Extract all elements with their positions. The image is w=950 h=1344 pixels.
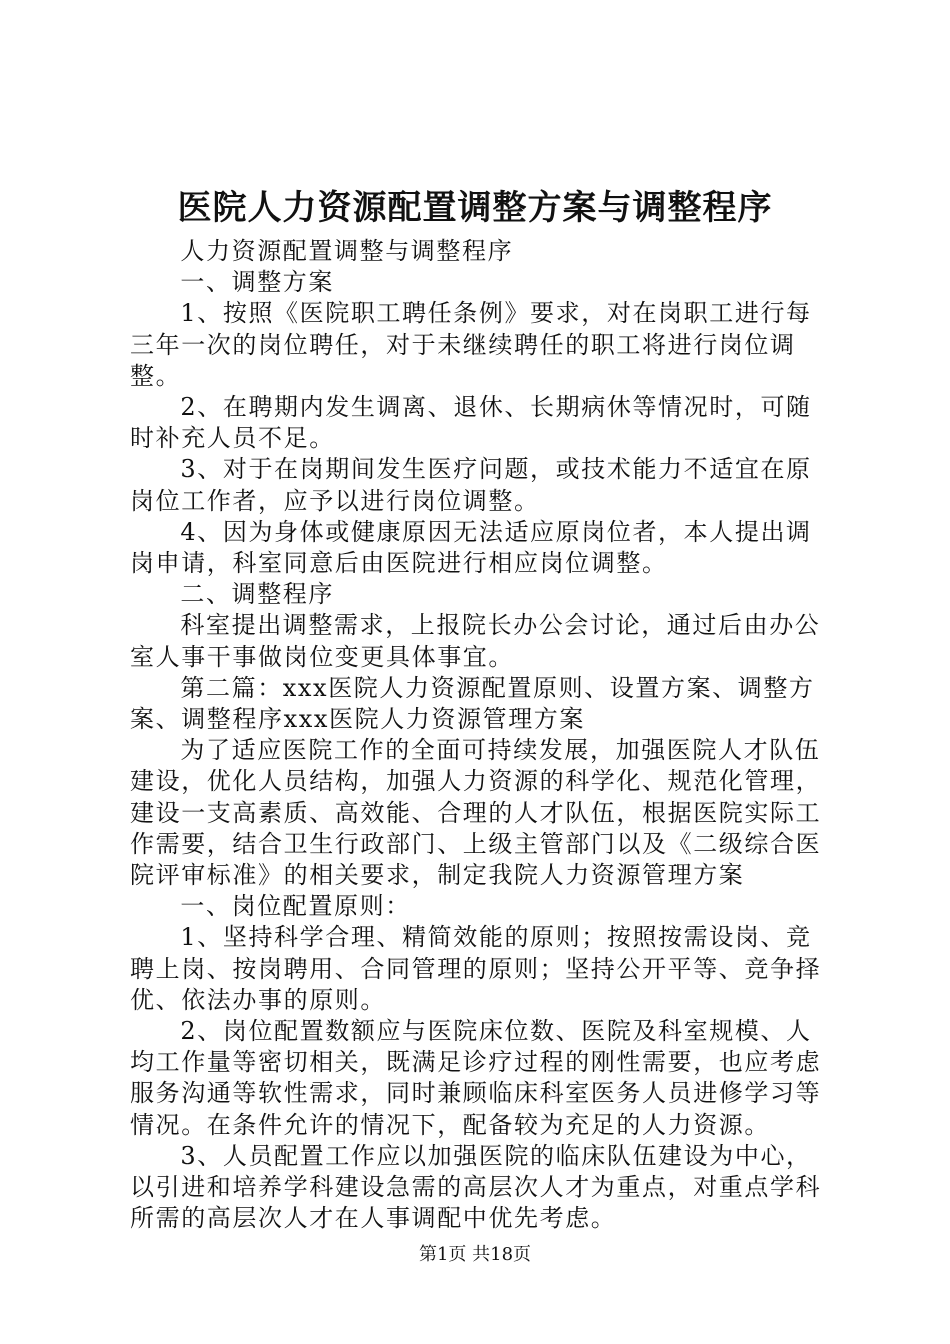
section-heading: 二、调整程序 (180, 580, 334, 609)
paragraph: 科室提出调整需求，上报院长办公会讨论，通过后由办公室人事干事做岗位变更具体事宜。 (130, 611, 821, 671)
paragraph: 1、坚持科学合理、精简效能的原则；按照按需设岗、竞聘上岗、按岗聘用、合同管理的原则；坚持公开平等、竞争择优、依法办事的原则。 (130, 923, 822, 1014)
section-heading: 一、岗位配置原则： (180, 892, 411, 921)
document-title: 医院人力资源配置调整方案与调整程序 (177, 188, 773, 228)
paragraph: 4、因为身体或健康原因无法适应原岗位者，本人提出调岗申请，科室同意后由医院进行相应岗位调整。 (130, 517, 812, 578)
paragraph: 第二篇：xxx医院人力资源配置原则、设置方案、调整方案、调整程序xxx医院人力资源管理方案 (130, 673, 815, 734)
paragraph: 人力资源配置调整与调整程序 (180, 237, 514, 265)
paragraph: 3、对于在岗期间发生医疗问题，或技术能力不适宜在原岗位工作者，应予以进行岗位调整。 (130, 455, 812, 515)
section-heading: 一、调整方案 (180, 268, 334, 297)
paragraph: 2、岗位配置数额应与医院床位数、医院及科室规模、人均工作量等密切相关，既满足诊疗过程的刚性需要，也应考虑服务沟通等软性需求，同时兼顾临床科室医务人员进修学习等情况。在条件允许的情况下，配备较为充足的人力资源。 (130, 1017, 822, 1139)
paragraph: 为了适应医院工作的全面可持续发展，加强医院人才队伍建设，优化人员结构，加强人力资源的科学化、规范化管理，建设一支高素质、高效能、合理的人才队伍，根据医院实际工作需要，结合卫生行政部门、上级主管部门以及《二级综合医院评审标准》的相关要求，制定我院人力资源管理方案 (130, 736, 822, 890)
document-body (130, 236, 830, 1235)
paragraph: 1、按照《医院职工聘任条例》要求，对在岗职工进行每三年一次的岗位聘任，对于未继续聘任的职工将进行岗位调整。 (130, 299, 812, 390)
paragraph: 2、在聘期内发生调离、退休、长期病休等情况时，可随时补充人员不足。 (130, 393, 812, 453)
paragraph: 3、人员配置工作应以加强医院的临床队伍建设为中心，以引进和培养学科建设急需的高层次人才为重点，对重点学科所需的高层次人才在人事调配中优先考虑。 (130, 1141, 822, 1233)
page-footer: 第1页 共18页 (418, 1244, 532, 1265)
